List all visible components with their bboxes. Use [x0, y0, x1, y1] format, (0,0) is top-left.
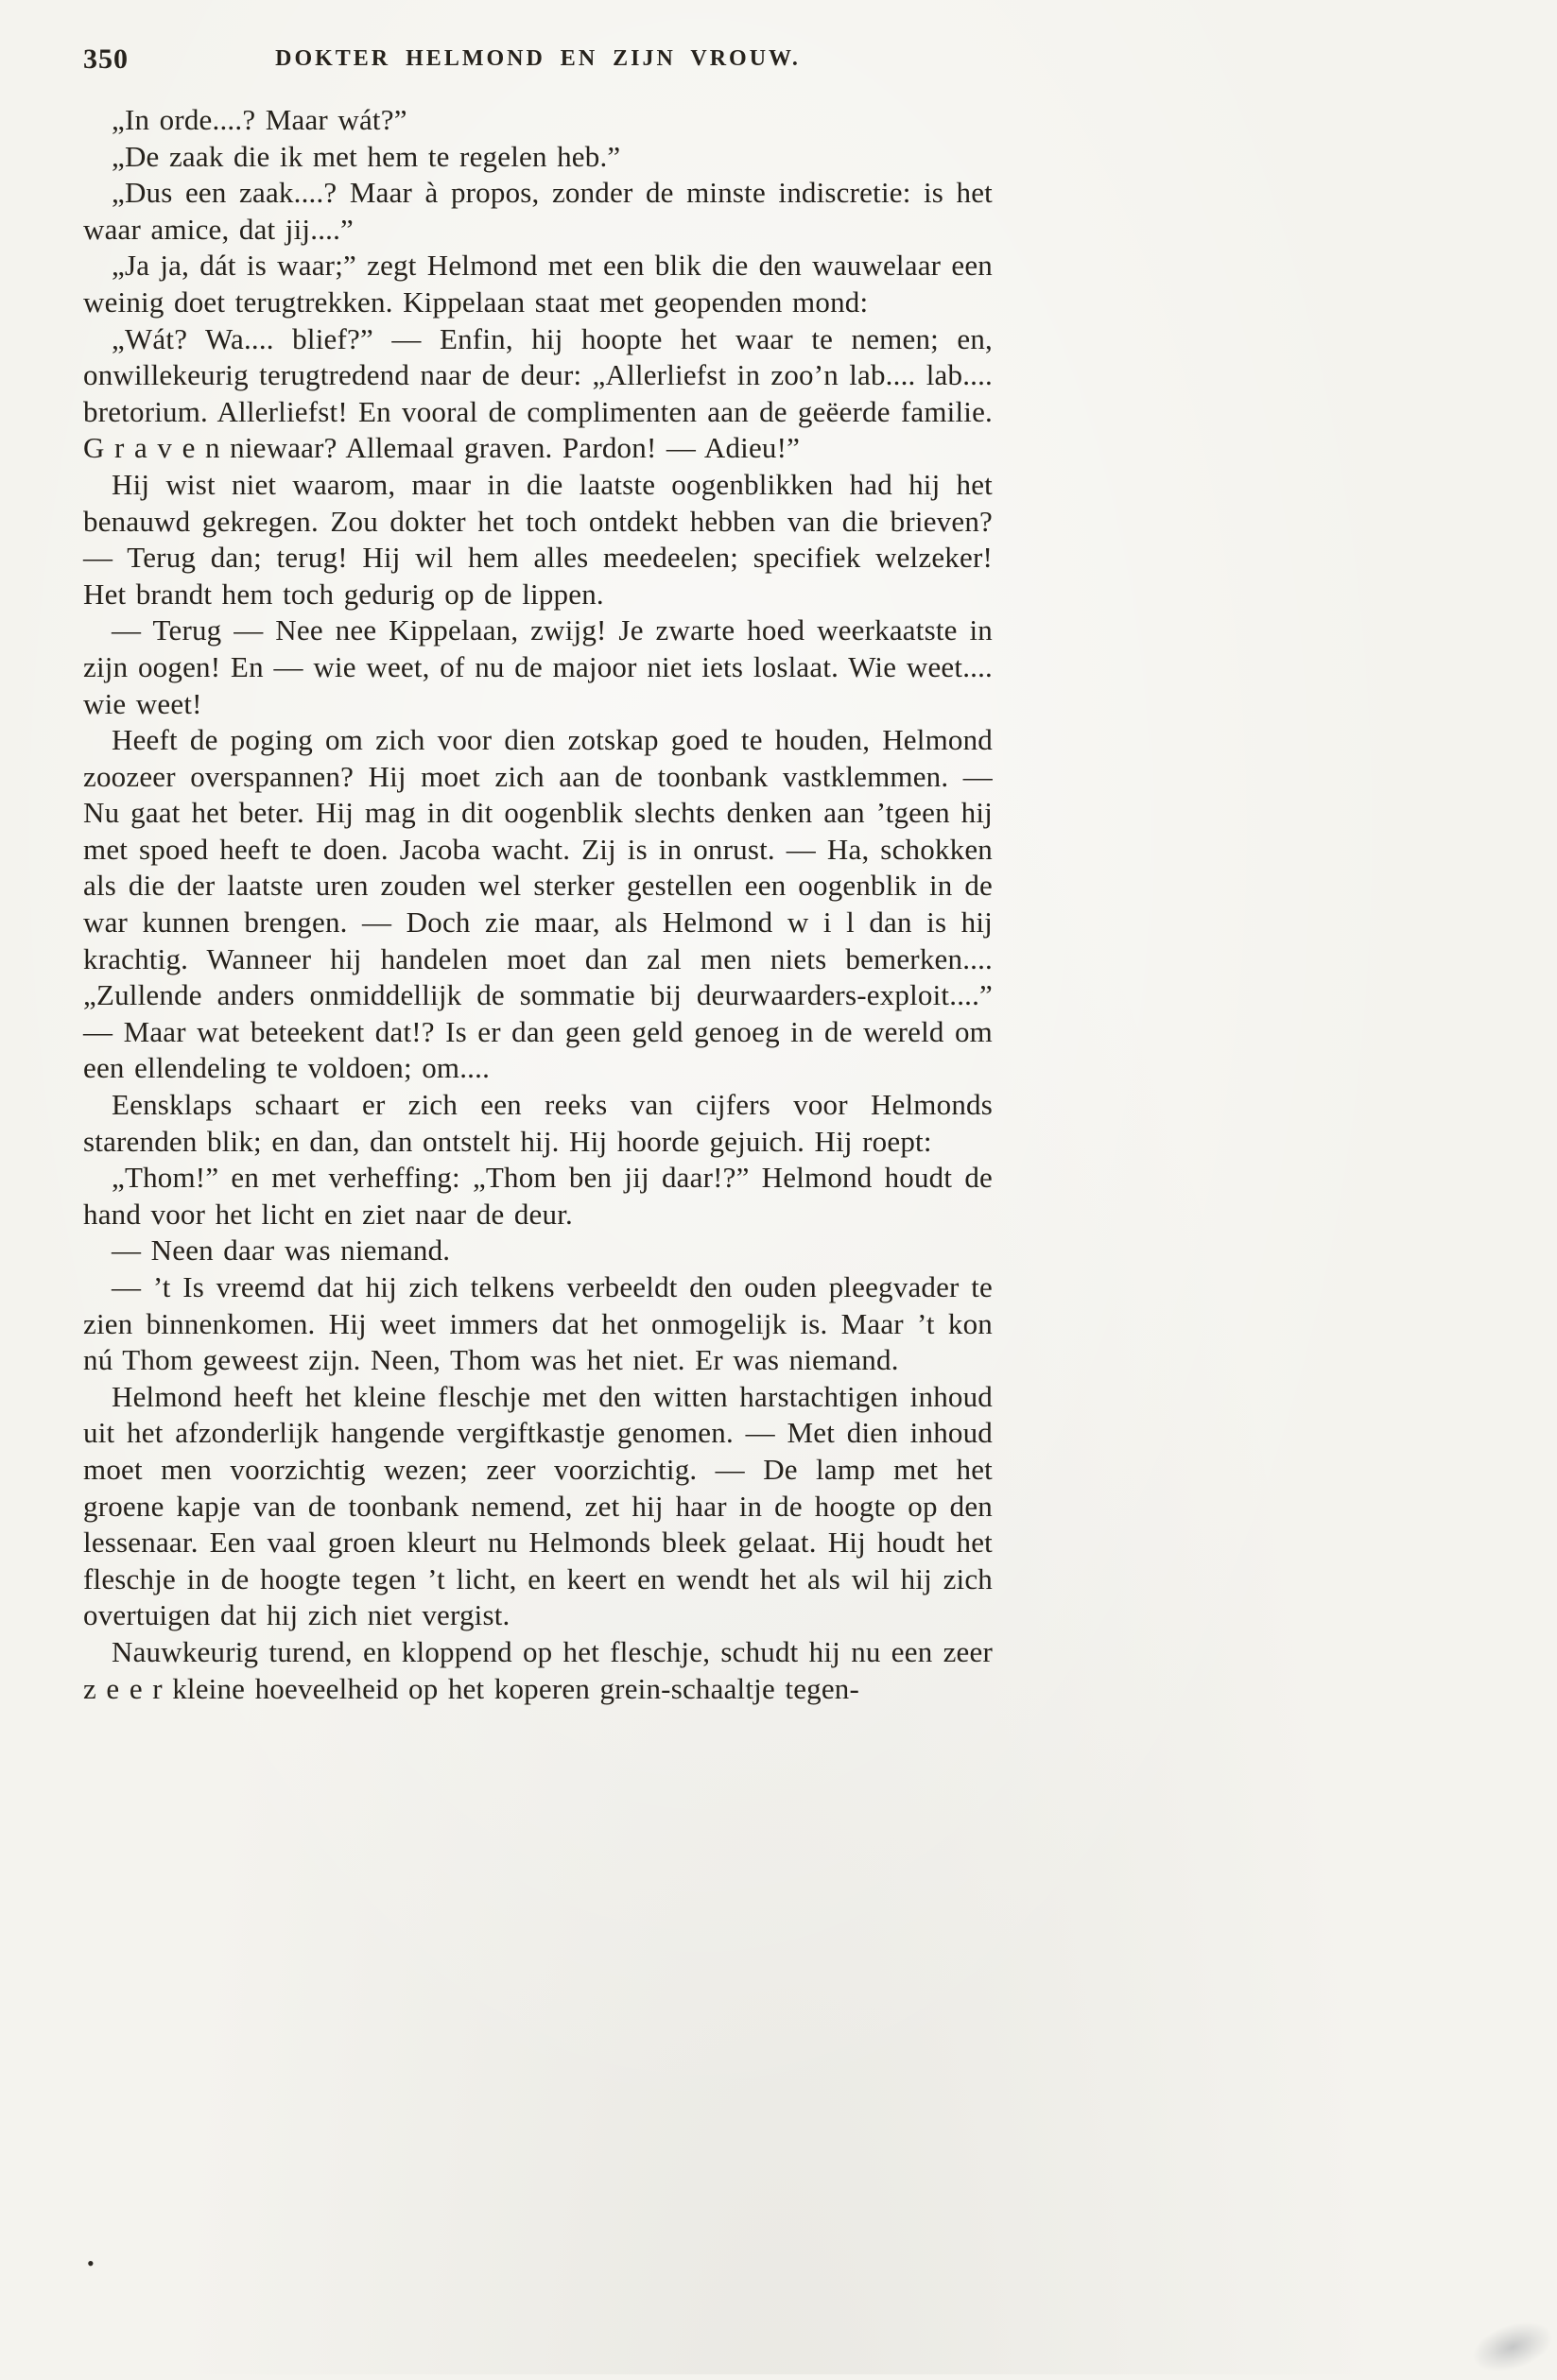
- scan-smudge: [1467, 2314, 1557, 2380]
- paragraph: Heeft de poging om zich voor dien zotskap goed te houden, Helmond zoozeer overspannen? Hij moet zich aan de toonbank vastklemmen. — Nu gaat het beter. Hij mag in dit oogenblik slechts denken aan ’tgeen hij met spoed heeft te doen. Jacoba wacht. Zij is in onrust. — Ha, schokken als die der laatste uren zouden wel sterker gestellen een oogenblik in de war kunnen brengen. — Doch zie maar, als Helmond w i l dan is hij krachtig. Wanneer hij handelen moet dan zal men niets bemerken.... „Zullende anders onmiddellijk de sommatie bij deurwaarders-exploit....” — Maar wat beteekent dat!? Is er dan geen geld genoeg in de wereld om een ellendeling te voldoen; om....: [83, 723, 993, 1085]
- paragraph: Hij wist niet waarom, maar in die laatste oogenblikken had hij het benauwd gekregen. Zou dokter het toch ontdekt hebben van die brieven? — Terug dan; terug! Hij wil hem alles meedeelen; specifiek welzeker! Het brandt hem toch gedurig op de lippen.: [83, 467, 993, 611]
- paragraph: „Thom!” en met verheffing: „Thom ben jij daar!?” Helmond houdt de hand voor het licht en ziet naar de deur.: [83, 1161, 993, 1231]
- paragraph: — ’t Is vreemd dat hij zich telkens verbeeldt den ouden pleegvader te zien binnenkomen. Hij weet immers dat het onmogelijk is. Maar ’t kon nú Thom geweest zijn. Neen, Thom was het niet. Er was niemand.: [83, 1270, 993, 1377]
- paragraph: „In orde....? Maar wát?”: [112, 103, 407, 136]
- footer-dot: •: [87, 2251, 95, 2275]
- paragraph: — Terug — Nee nee Kippelaan, zwijg! Je zwarte hoed weerkaatste in zijn oogen! En — wie weet, of nu de majoor niet iets loslaat. Wie weet.... wie weet!: [83, 613, 993, 720]
- paragraph: „De zaak die ik met hem te regelen heb.”: [112, 139, 621, 173]
- paragraph: Eensklaps schaart er zich een reeks van cijfers voor Helmonds starenden blik; en dan, dan ontstelt hij. Hij hoorde gejuich. Hij roept:: [83, 1088, 993, 1158]
- page-header: [83, 42, 993, 79]
- paragraph: „Dus een zaak....? Maar à propos, zonder de minste indiscretie: is het waar amice, dat jij....”: [83, 176, 993, 246]
- running-header: DOKTER HELMOND EN ZIJN VROUW.: [275, 46, 801, 71]
- paragraph: Helmond heeft het kleine fleschje met den witten harstachtigen inhoud uit het afzonderlijk hangende vergiftkastje genomen. — Met dien inhoud moet men voorzichtig wezen; zeer voorzichtig. — De lamp met het groene kapje van de toonbank nemend, zet hij haar in de hoogte op den lessenaar. Een vaal groen kleurt nu Helmonds bleek gelaat. Hij houdt het fleschje in de hoogte tegen ’t licht, en keert en wendt het als wil hij zich overtuigen dat hij zich niet vergist.: [83, 1379, 993, 1632]
- paragraph: „Ja ja, dát is waar;” zegt Helmond met een blik die den wauwelaar een weinig doet terugtrekken. Kippelaan staat met geopenden mond:: [83, 249, 993, 319]
- paragraph: — Neen daar was niemand.: [112, 1233, 451, 1268]
- paragraph: Nauwkeurig turend, en kloppend op het fleschje, schudt hij nu een zeer z e e r kleine hoeveelheid op het koperen grein-schaaltje tegen-: [83, 1634, 993, 1705]
- page-number: 350: [83, 43, 129, 75]
- paragraph: „Wát? Wa.... blief?” — Enfin, hij hoopte het waar te nemen; en, onwillekeurig terugtredend naar de deur: „Allerliefst in zoo’n lab.... lab.... bretorium. Allerliefst! En vooral de complimenten aan de geëerde familie. G r a v e n niewaar? Allemaal graven. Pardon! — Adieu!”: [83, 321, 993, 465]
- body-text: [83, 102, 993, 1707]
